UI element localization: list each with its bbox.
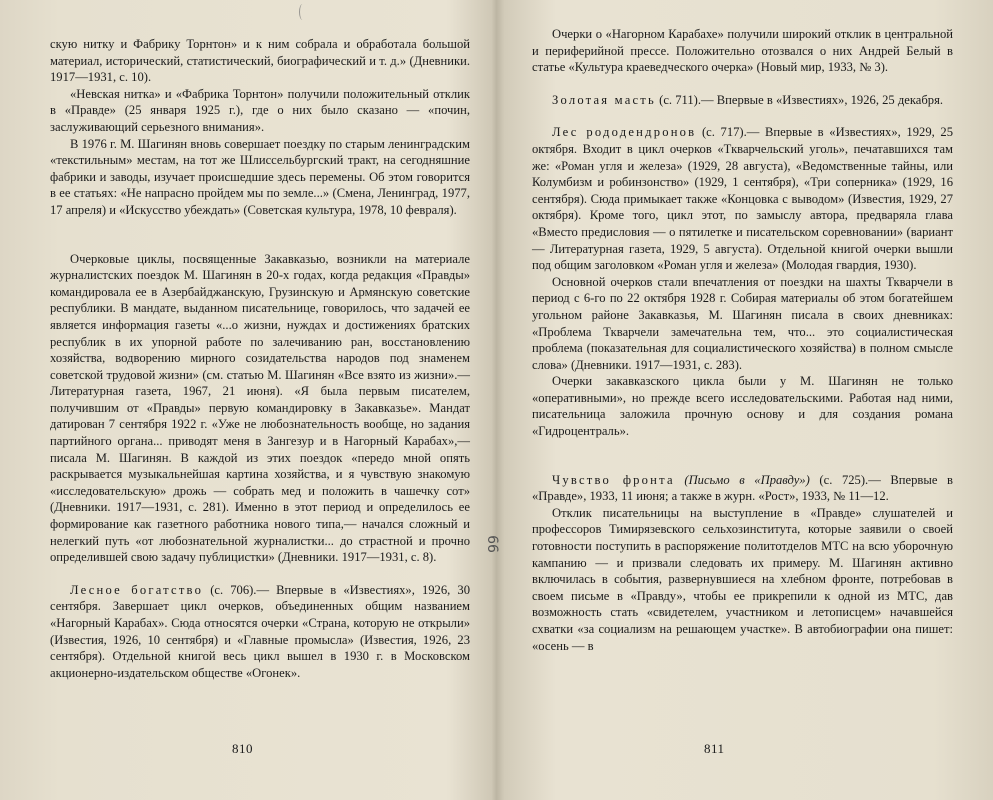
entry-title: Лесное богатство [70,582,204,597]
left-paragraph-2: «Невская нитка» и «Фабрика Торнтон» получили положительный отклик в «Правде» (25 января 1925 г.), где о них было сказано — «почин, заслуживающий серьезного внимания». [50,86,470,134]
section-gap [50,219,470,251]
entry-lesnoe-bogatstvo [50,582,470,682]
page-number-left: 810 [232,741,253,757]
entry-text: (с. 706).— Впервые в «Известиях», 1926, 30 сентября. Завершает цикл очерков, объединенных общим названием «Нагорный Карабах». Сюда относятся очерки «Страна, которую не открыли» (Известия, 1926, 10 сентября) и «Главные промысла» (Известия, 1926, 23 сентября). Отдельной книгой весь цикл вышел в 1930 г. в Московском акционерно-издательском обществе «Огонек». [50,582,470,680]
entry-chuvstvo-fronta [532,472,953,505]
right-paragraph-tkvarcheli: Основной очерков стали впечатления от поездки на шахты Ткварчели в период с 6-го по 22 октября 1928 г. Собирая материалы об этом богатейшем угольном районе Закавказья, М. Шагинян писала в своих дневниках: «Проблема Ткварчели замечательна тем, что... это социалистическая проблема (показательная для социалистического хозяйства) в полном смысле слова» (Дневники. 1917—1931, с. 283). [532,274,953,372]
right-page [508,0,993,800]
entry-title: Золотая масть [552,92,656,107]
entry-subtitle: (Письмо в «Правду») [684,472,810,487]
right-paragraph-otklik: Отклик писательницы на выступление в «Правде» слушателей и профессоров Тимирязевского сельхозинститута, которые заявили о своей готовности поступить в распоряжение политотделов МТС на всю уборочную кампанию — и призвали следовать их примеру. М. Шагинян активно включилась в события, развернувшиеся на хлебном фронте, потребовав в своем письме в «Правду», чтобы ее прикрепили к одной из МТС, дав возможность стать «свидетелем, участником и летописцем» начавшейся схватки «за социализм на решающем участке». В автобиографии она пишет: «осень — в [532,505,953,653]
entry-text: (с. 717).— Впервые в «Известиях», 1929, 25 октября. Входит в цикл очерков «Ткварчельский уголь», печатавшихся там же: «Роман угля и железа» (1929, 28 августа), «Ведомственные тайны, или Колумбизм и робинзонство» (1929, 1 сентября), «Три соперника» (1929, 16 сентября). Сюда примыкает также «Концовка с выводом» (Известия, 1929, 27 октября). Кроме того, цикл этот, по замыслу автора, предваряла глава «Вместо предисловия — о пятилетке и писательском соревновании» (вариант — Литературная газета, 1929, 5 августа). Отдельной книгой очерки вышли под общим заголовком «Роман угля и железа» (Молодая гвардия, 1930). [532,125,954,273]
left-paragraph-4: Очерковые циклы, посвященные Закавказью, возникли на материале журналистских поездок М. Шагинян в 20-х годах, когда редакция «Правды» командировала ее в Азербайджанскую, Грузинскую и Армянскую советские республики. В мандате, выданном писательнице, говорилось, что задачей ее является информация газеты «...о жизни, нуждах и достижениях братских республик в их упорной работе по залечиванию ран, восстановлению хозяйства, водворению мирного созидательства народов под знаменем советской трудовой жизни» (см. статью М. Шагинян «Все взято из жизни».— Литературная газета, 1967, 21 июня). «Я была первым писателем, получившим от «Правды» первую командировку в Закавказье». Мандат датирован 7 сентября 1922 г. «Уже не любознательность вообще, но задания партийного органа... приводят меня в Зангезур и в Нагорный Карабах»,— писала М. Шагинян. В каждой из этих поездок «передо мной опять раскрывается музыкальнейшая картина хозяйства, и я чувствую знакомую «исследовательскую» дрожь — собрать мед и положить в чашечку сот» (Дневники. 1917—1931, с. 281). Именно в этот период и определилось ее формирование как газетного работника нового типа,— начался сложный и нелегкий путь «от любознательной журналистки... до страстной и прочно определившей свою задачу публицистки» (Дневники. 1917—1931, с. 8). [50,251,470,565]
section-gap [532,108,953,124]
section-gap [532,76,953,92]
right-paragraph-zakavkaz: Очерки закавказского цикла были у М. Шагинян не только «оперативными», но прежде всего исследовательскими. Работая над ними, писательница заложила прочную основу и для создания романа «Гидроцентраль». [532,374,953,439]
entry-zolotaya-mast [532,92,953,109]
right-intro-paragraph: Очерки о «Нагорном Карабахе» получили широкий отклик в центральной и периферийной прессе. Положительно отозвался о них Андрей Белый в статье «Культура краеведческого очерка» (Новый мир, 1933, № 3). [532,27,953,75]
entry-les-rododendronov [532,124,953,273]
left-page [0,0,490,800]
section-gap [532,440,953,472]
section-gap [50,566,470,582]
gutter-pencil-mark: 66 [483,535,500,553]
entry-text: (с. 711).— Впервые в «Известиях», 1926, 25 декабря. [659,92,944,107]
left-paragraph-3: В 1976 г. М. Шагинян вновь совершает поездку по старым ленинградским «текстильным» местам, на тот же Шлиссельбургский тракт, на сегодняшние фабрики и заводы, изучает происшедшие здесь перемены. Об этом говорится в ее статьях: «Не напрасно пройдем мы по земле...» (Смена, Ленинград, 1977, 17 апреля) и «Искусство убеждать» (Советская культура, 1978, 10 февраля). [50,136,470,217]
entry-title: Чувство фронта [552,472,675,487]
entry-title: Лес рододендронов [552,125,697,140]
entry-text: (с. 725).— Впервые в «Правде», 1933, 11 июня; а также в журн. «Рост», 1933, № 11—12. [532,472,953,504]
left-paragraph-1: скую нитку и Фабрику Торнтон» и к ним собрала и обработала большой материал, исторический, статистический, биографический и т. д.» (Дневники. 1917—1931, с. 10). [50,37,470,85]
page-number-right: 811 [704,741,725,757]
